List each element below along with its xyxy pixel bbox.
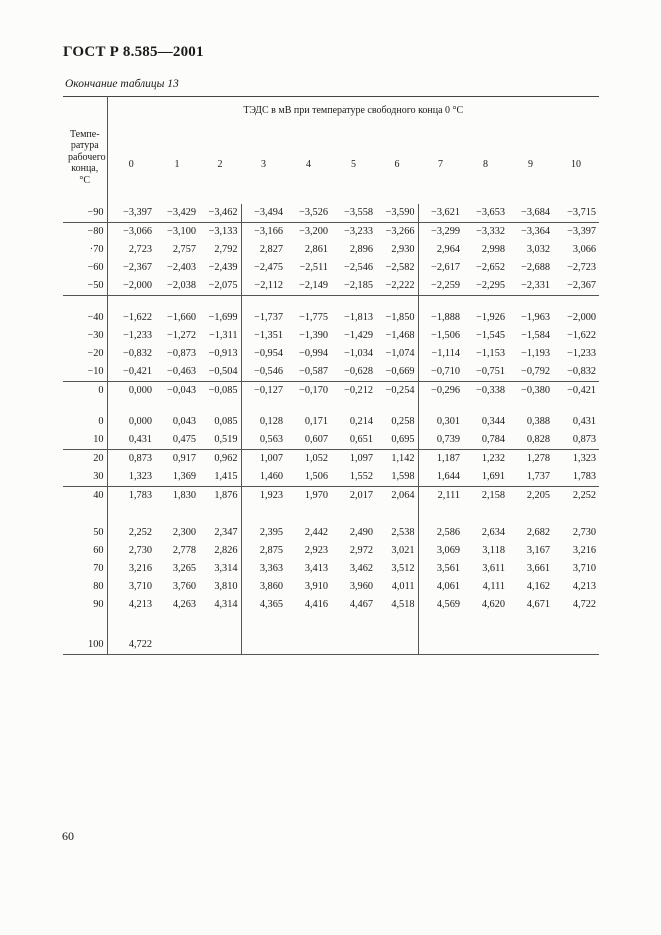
value-cell: −0,710 [431,365,460,377]
value-cell: −0,380 [508,382,553,401]
value-cell: 2,205 [508,487,553,506]
table-row [63,277,599,296]
value-cell: −0,751 [476,365,505,377]
value-cell: 3,462 [349,562,373,574]
value-cell: −3,621 [431,206,460,218]
value-cell: −3,715 [567,206,597,218]
value-cell: 1,415 [199,468,241,487]
table-row [63,450,599,469]
temperature-cell: 60 [63,542,107,560]
value-cell [286,614,331,655]
value-cell: −1,813 [331,296,376,328]
table-row [63,223,599,242]
value-cell: 1,737 [526,470,550,482]
value-cell: −2,222 [376,277,418,296]
value-cell: 0,301 [436,415,460,427]
value-cell: 1,007 [241,450,286,469]
value-cell: 2,730 [128,544,152,556]
value-cell: 0,128 [259,415,283,427]
column-header: 4 [306,158,311,170]
value-cell: −3,526 [299,206,328,218]
value-cell: −2,295 [476,279,505,291]
value-cell: −1,351 [254,329,283,341]
value-cell: 0,784 [481,433,505,445]
table-row [63,578,599,596]
value-cell: 1,323 [553,450,599,469]
value-cell: −1,074 [376,345,418,363]
value-cell: −0,338 [463,382,508,401]
value-cell: 0,085 [199,400,241,431]
value-cell: −3,233 [331,223,376,242]
value-cell [199,614,241,655]
value-cell: 3,760 [172,580,196,592]
value-cell: −0,463 [167,365,196,377]
temperature-cell: −10 [63,363,107,382]
table-row [63,241,599,259]
value-cell: 2,792 [199,241,241,259]
value-cell: −3,397 [123,206,152,218]
value-cell: −1,545 [476,329,505,341]
value-cell: 1,506 [304,470,328,482]
value-cell: 2,875 [259,544,283,556]
value-cell: 2,490 [349,526,373,538]
value-cell: 1,691 [481,470,505,482]
temperature-cell: 80 [63,578,107,596]
value-cell: 2,778 [172,544,196,556]
table-row [63,560,599,578]
table-row [63,259,599,277]
value-cell: 3,413 [304,562,328,574]
value-cell: −1,429 [344,329,373,341]
temperature-cell: −50 [63,277,107,296]
value-cell: −3,299 [418,223,463,242]
column-header: 7 [438,158,443,170]
value-cell: 4,011 [376,578,418,596]
value-cell: −2,723 [567,261,597,273]
value-cell: −0,296 [418,382,463,401]
value-cell: 3,710 [128,580,152,592]
value-cell: −2,367 [567,279,597,291]
value-cell: −1,311 [199,327,241,345]
value-cell: 4,213 [128,598,152,610]
column-header: 10 [571,158,582,170]
column-header: 6 [394,158,400,170]
value-cell: −1,233 [567,347,597,359]
value-cell: −2,475 [254,261,283,273]
value-cell: 1,369 [172,470,196,482]
value-cell: 0,214 [349,415,373,427]
value-cell: 2,017 [331,487,376,506]
table-row [63,431,599,450]
value-cell: −2,075 [199,277,241,296]
column-header: 8 [483,158,488,170]
value-cell: 1,097 [331,450,376,469]
value-cell: 2,861 [304,243,328,255]
value-cell: 4,061 [436,580,460,592]
value-cell: 2,682 [526,526,550,538]
value-cell: 1,232 [463,450,508,469]
value-cell: 4,416 [304,598,328,610]
value-cell: 3,032 [526,243,550,255]
value-cell: 2,896 [349,243,373,255]
value-cell: −3,494 [254,206,283,218]
value-cell: −0,085 [199,382,241,401]
value-cell: 2,252 [128,526,152,538]
value-cell: 3,021 [376,542,418,560]
value-cell: 4,722 [107,614,155,655]
value-cell: 0,917 [155,450,199,469]
value-cell: −3,133 [199,223,241,242]
value-cell: 0,873 [572,433,597,445]
temperature-cell: −40 [63,296,107,328]
value-cell: 0,000 [107,382,155,401]
value-cell [155,614,199,655]
value-cell: −3,100 [155,223,199,242]
value-cell: 1,970 [286,487,331,506]
value-cell: 4,162 [526,580,550,592]
value-cell: 4,314 [199,596,241,614]
value-cell: 1,187 [418,450,463,469]
value-cell: 1,552 [349,470,373,482]
value-cell: 2,064 [376,487,418,506]
value-cell: 4,111 [482,580,505,592]
value-cell: 3,314 [199,560,241,578]
value-cell: −0,421 [123,365,152,377]
value-cell: −3,266 [376,223,418,242]
value-cell: −0,212 [331,382,376,401]
temperature-header: Темпе-ратура рабочего конца, °С [68,128,106,186]
value-cell [241,614,286,655]
table-row [63,400,599,431]
temperature-header-cell [63,97,107,205]
value-cell: 0,000 [128,415,152,427]
value-cell: −1,468 [376,327,418,345]
value-cell: 1,323 [128,470,152,482]
value-cell: 4,365 [259,598,283,610]
value-cell: 2,300 [172,526,196,538]
value-cell: 0,651 [349,433,373,445]
temperature-cell: 20 [63,450,107,469]
value-cell: 0,344 [481,415,505,427]
value-cell: −0,504 [199,363,241,382]
value-cell: −1,584 [521,329,550,341]
value-cell: −2,259 [431,279,460,291]
value-cell: −3,066 [107,223,155,242]
value-cell: 1,460 [259,470,283,482]
value-cell: 2,634 [481,526,505,538]
value-cell: −3,397 [553,223,599,242]
value-cell: 1,783 [107,487,155,506]
value-cell: −0,587 [299,365,328,377]
value-cell: 4,722 [572,598,597,610]
value-cell: 3,363 [259,562,283,574]
value-cell: −1,850 [376,296,418,328]
value-cell: 4,263 [172,598,196,610]
value-cell: −3,653 [476,206,505,218]
column-header: 0 [128,158,134,170]
value-cell: 0,873 [107,450,155,469]
temperature-cell: 10 [63,431,107,450]
value-cell: −0,913 [199,345,241,363]
value-cell: 0,607 [304,433,328,445]
value-cell: −3,590 [376,204,418,223]
table-caption: Окончание таблицы 13 [65,78,179,90]
document-header: ГОСТ Р 8.585—2001 [63,44,204,60]
table-row [63,382,599,401]
temperature-cell: −20 [63,345,107,363]
value-cell: 4,518 [376,596,418,614]
value-cell: −3,429 [167,206,196,218]
value-cell: −0,628 [344,365,373,377]
value-cell: 0,388 [526,415,550,427]
column-header: 2 [217,158,223,170]
value-cell: 3,512 [376,560,418,578]
value-cell: 3,910 [304,580,328,592]
table-row [63,327,599,345]
value-cell: −2,403 [167,261,196,273]
value-cell: −1,660 [155,296,199,328]
value-cell: −0,546 [254,365,283,377]
value-cell: −1,699 [199,296,241,328]
value-cell: −0,170 [286,382,331,401]
value-cell: −2,112 [254,279,283,291]
value-cell: −2,439 [199,259,241,277]
value-cell: −3,332 [463,223,508,242]
value-cell: −0,994 [299,347,328,359]
value-cell: −2,149 [299,279,328,291]
value-cell: −1,775 [286,296,331,328]
value-cell: −1,888 [418,296,463,328]
value-cell: −3,462 [199,204,241,223]
value-cell: −3,684 [521,206,550,218]
value-cell: −1,622 [107,296,155,328]
value-cell: 2,252 [553,487,599,506]
temperature-cell: 50 [63,505,107,542]
value-cell [418,614,463,655]
value-cell: 2,972 [349,544,373,556]
value-cell: −2,367 [123,261,152,273]
value-cell: −1,390 [299,329,328,341]
value-cell: −1,622 [567,329,597,341]
value-cell: 3,066 [572,243,597,255]
column-header: 5 [351,158,356,170]
value-cell: −0,792 [521,365,550,377]
value-cell [376,614,418,655]
value-cell: 4,671 [526,598,550,610]
value-cell: −1,114 [431,347,460,359]
value-cell: 4,467 [349,598,373,610]
table-row [63,614,599,655]
value-cell: −1,737 [241,296,286,328]
value-cell: 2,923 [304,544,328,556]
value-cell: 3,216 [128,562,152,574]
value-cell: 3,069 [436,544,460,556]
value-cell: −2,511 [299,261,328,273]
value-cell [331,614,376,655]
value-cell: 4,620 [481,598,505,610]
value-cell: −0,254 [376,382,418,401]
value-cell: −1,034 [344,347,373,359]
value-cell: −2,652 [476,261,505,273]
value-cell: −1,926 [463,296,508,328]
value-cell: 2,930 [376,241,418,259]
value-cell: −2,038 [167,279,196,291]
value-cell: −2,185 [344,279,373,291]
temperature-cell: −60 [63,259,107,277]
value-cell: 2,998 [481,243,505,255]
value-cell: 1,923 [241,487,286,506]
value-cell: 2,111 [418,487,463,506]
value-cell: 4,569 [436,598,460,610]
value-cell: −2,000 [553,296,599,328]
value-cell [463,614,508,655]
value-cell: 2,538 [376,505,418,542]
value-cell: −0,043 [155,382,199,401]
table-row [63,296,599,328]
table-row [63,204,599,223]
temperature-cell: −80 [63,223,107,242]
value-cell: −2,582 [376,259,418,277]
value-cell: 1,644 [436,470,460,482]
emf-table [63,96,599,655]
value-cell: 4,213 [572,580,597,592]
value-cell: 0,171 [304,415,328,427]
value-cell: −3,364 [508,223,553,242]
temperature-cell: 70 [63,560,107,578]
value-cell: 1,783 [572,470,597,482]
value-cell: 0,695 [376,431,418,450]
value-cell: 0,739 [436,433,460,445]
value-cell: 2,442 [304,526,328,538]
value-cell: −2,000 [123,279,152,291]
value-cell: 2,964 [436,243,460,255]
value-cell: −2,688 [521,261,550,273]
value-cell: −1,272 [167,329,196,341]
value-cell: 2,347 [199,505,241,542]
temperature-cell: ·70 [63,241,107,259]
value-cell: 3,265 [172,562,196,574]
value-cell: 2,730 [572,526,597,538]
value-cell: 3,118 [482,544,505,556]
value-cell: 0,475 [172,433,196,445]
temperature-cell: −90 [63,204,107,223]
value-cell: 3,216 [572,544,597,556]
value-cell: 2,826 [199,542,241,560]
temperature-cell: 0 [63,382,107,401]
value-cell: 3,710 [572,562,597,574]
temperature-cell: −30 [63,327,107,345]
value-cell: −1,963 [508,296,553,328]
value-cell: −1,193 [521,347,550,359]
value-cell: 0,563 [259,433,283,445]
table-row [63,542,599,560]
value-cell: −2,331 [521,279,550,291]
value-cell: −0,954 [254,347,283,359]
value-cell: 0,431 [572,415,597,427]
column-header: 9 [528,158,533,170]
page-number: 60 [62,829,74,843]
value-cell: 2,827 [259,243,283,255]
value-cell: −0,127 [241,382,286,401]
value-cell: −3,558 [344,206,373,218]
value-cell: 3,810 [199,578,241,596]
value-cell: 2,395 [259,526,283,538]
value-cell: −0,832 [123,347,152,359]
value-cell: 2,586 [436,526,460,538]
temperature-cell: 40 [63,487,107,506]
value-cell: 1,598 [376,468,418,487]
value-cell: −3,200 [286,223,331,242]
value-cell: −3,166 [241,223,286,242]
table-row [63,345,599,363]
table-row [63,505,599,542]
value-cell: 1,830 [155,487,199,506]
value-cell: −1,506 [431,329,460,341]
value-cell: −0,832 [567,365,597,377]
value-cell: 3,167 [526,544,550,556]
value-cell: 0,519 [199,431,241,450]
value-cell: −1,153 [476,347,505,359]
value-cell: 3,611 [482,562,505,574]
table-row [63,468,599,487]
value-cell: 2,757 [172,243,196,255]
temperature-cell: 30 [63,468,107,487]
column-header: 1 [174,158,180,170]
value-cell: 2,723 [128,243,152,255]
value-cell: 3,561 [436,562,460,574]
value-cell: 3,661 [526,562,550,574]
temperature-cell: 100 [63,614,107,655]
value-cell: 1,142 [376,450,418,469]
value-cell: 0,043 [172,415,196,427]
temperature-cell: 0 [63,400,107,431]
table-row [63,487,599,506]
value-cell: 3,960 [349,580,373,592]
value-cell: −0,669 [376,363,418,382]
value-cell: 0,258 [376,400,418,431]
value-cell: 1,278 [508,450,553,469]
column-header: 3 [261,158,266,170]
temperature-cell: 90 [63,596,107,614]
value-cell: −2,546 [344,261,373,273]
value-cell [508,614,553,655]
value-cell: 1,052 [286,450,331,469]
value-cell: 1,876 [199,487,241,506]
table-row [63,363,599,382]
value-cell: 0,962 [199,450,241,469]
value-cell: −2,617 [431,261,460,273]
table-row [63,596,599,614]
value-cell: −0,421 [553,382,599,401]
value-cell: −0,873 [167,347,196,359]
value-cell: 3,860 [259,580,283,592]
value-cell: 2,158 [463,487,508,506]
value-cell [553,614,599,655]
value-cell: 0,431 [128,433,152,445]
group-title: ТЭДС в мВ при температуре свободного конца 0 °С [243,105,464,116]
value-cell: −1,233 [123,329,152,341]
value-cell: 0,828 [526,433,550,445]
